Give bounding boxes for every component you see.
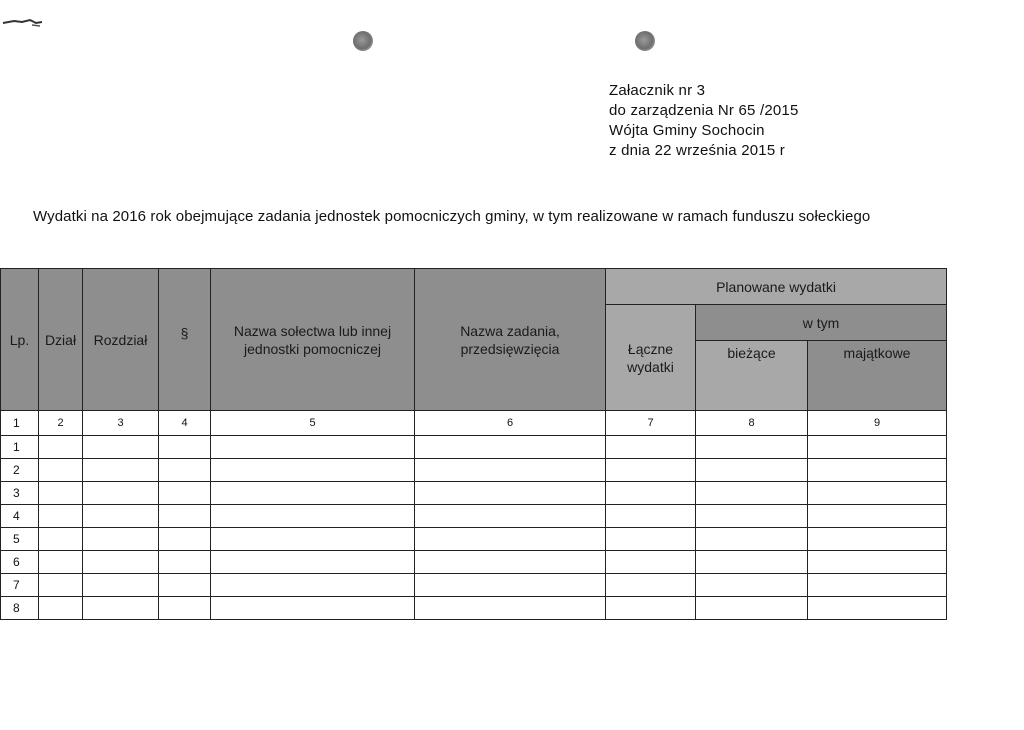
- column-number: 7: [606, 411, 696, 436]
- cell-rozdzial: [83, 551, 159, 574]
- row-number: 3: [1, 482, 39, 505]
- cell-nazwa-solectwa: [211, 528, 415, 551]
- cell-laczne: [606, 551, 696, 574]
- annex-line-2: do zarządzenia Nr 65 /2015: [609, 102, 799, 119]
- header-planowane-wydatki: Planowane wydatki: [606, 269, 947, 305]
- cell-majatkowe: [808, 436, 947, 459]
- cell-majatkowe: [808, 551, 947, 574]
- header-nazwa-solectwa: Nazwa sołectwa lub innej jednostki pomocniczej: [211, 269, 415, 411]
- cell-biezace: [696, 528, 808, 551]
- cell-nazwa-zadania: [415, 436, 606, 459]
- table-row: [1, 505, 947, 528]
- cell-rozdzial: [83, 482, 159, 505]
- header-biezace: bieżące: [696, 341, 808, 411]
- row-number: 8: [1, 597, 39, 620]
- cell-nazwa-solectwa: [211, 597, 415, 620]
- cell-dzial: [39, 459, 83, 482]
- cell-dzial: [39, 436, 83, 459]
- cell-paragraph: [159, 459, 211, 482]
- cell-laczne: [606, 459, 696, 482]
- cell-dzial: [39, 505, 83, 528]
- cell-nazwa-zadania: [415, 597, 606, 620]
- annex-line-3: Wójta Gminy Sochocin: [609, 122, 765, 139]
- cell-rozdzial: [83, 597, 159, 620]
- row-number: 2: [1, 459, 39, 482]
- table-row: [1, 436, 947, 459]
- table-row: [1, 597, 947, 620]
- cell-biezace: [696, 574, 808, 597]
- cell-majatkowe: [808, 597, 947, 620]
- cell-paragraph: [159, 505, 211, 528]
- column-number: 9: [808, 411, 947, 436]
- cell-nazwa-zadania: [415, 482, 606, 505]
- cell-dzial: [39, 482, 83, 505]
- cell-majatkowe: [808, 505, 947, 528]
- cell-laczne: [606, 482, 696, 505]
- column-number: 3: [83, 411, 159, 436]
- scan-mark: [2, 14, 50, 28]
- annex-line-4: z dnia 22 września 2015 r: [609, 142, 785, 159]
- cell-biezace: [696, 505, 808, 528]
- row-number: 7: [1, 574, 39, 597]
- cell-dzial: [39, 597, 83, 620]
- cell-rozdzial: [83, 436, 159, 459]
- column-number: 8: [696, 411, 808, 436]
- cell-biezace: [696, 597, 808, 620]
- table-row: [1, 482, 947, 505]
- cell-rozdzial: [83, 574, 159, 597]
- punch-hole-right: [635, 31, 655, 51]
- cell-nazwa-zadania: [415, 528, 606, 551]
- cell-laczne: [606, 574, 696, 597]
- column-number: 1: [1, 411, 39, 436]
- cell-nazwa-solectwa: [211, 574, 415, 597]
- document-title: Wydatki na 2016 rok obejmujące zadania jednostek pomocniczych gminy, w tym realizowane w ramach funduszu sołeckiego: [33, 208, 871, 225]
- cell-nazwa-solectwa: [211, 459, 415, 482]
- cell-majatkowe: [808, 574, 947, 597]
- cell-laczne: [606, 597, 696, 620]
- row-number: 6: [1, 551, 39, 574]
- expenditure-table: [0, 268, 947, 620]
- annex-block: [609, 81, 799, 161]
- cell-biezace: [696, 551, 808, 574]
- cell-dzial: [39, 551, 83, 574]
- cell-nazwa-zadania: [415, 459, 606, 482]
- row-number: 4: [1, 505, 39, 528]
- header-lp: Lp.: [1, 269, 39, 411]
- cell-nazwa-solectwa: [211, 505, 415, 528]
- cell-biezace: [696, 436, 808, 459]
- cell-dzial: [39, 574, 83, 597]
- table-row: [1, 459, 947, 482]
- table-row: [1, 574, 947, 597]
- cell-paragraph: [159, 597, 211, 620]
- cell-nazwa-solectwa: [211, 551, 415, 574]
- header-rozdzial: Rozdział: [83, 269, 159, 411]
- cell-laczne: [606, 505, 696, 528]
- cell-biezace: [696, 459, 808, 482]
- cell-rozdzial: [83, 505, 159, 528]
- cell-nazwa-solectwa: [211, 436, 415, 459]
- cell-nazwa-zadania: [415, 551, 606, 574]
- cell-paragraph: [159, 574, 211, 597]
- cell-laczne: [606, 436, 696, 459]
- header-nazwa-zadania: Nazwa zadania, przedsięwzięcia: [415, 269, 606, 411]
- header-w-tym: w tym: [696, 305, 947, 341]
- row-number: 5: [1, 528, 39, 551]
- column-number-row: [1, 411, 947, 436]
- cell-nazwa-zadania: [415, 574, 606, 597]
- punch-hole-left: [353, 31, 373, 51]
- cell-majatkowe: [808, 528, 947, 551]
- column-number: 4: [159, 411, 211, 436]
- header-dzial: Dział: [39, 269, 83, 411]
- header-majatkowe: majątkowe: [808, 341, 947, 411]
- column-number: 2: [39, 411, 83, 436]
- cell-dzial: [39, 528, 83, 551]
- cell-biezace: [696, 482, 808, 505]
- cell-paragraph: [159, 528, 211, 551]
- cell-laczne: [606, 528, 696, 551]
- cell-rozdzial: [83, 459, 159, 482]
- cell-nazwa-solectwa: [211, 482, 415, 505]
- cell-majatkowe: [808, 482, 947, 505]
- header-laczne-wydatki: Łączne wydatki: [606, 305, 696, 411]
- row-number: 1: [1, 436, 39, 459]
- cell-paragraph: [159, 482, 211, 505]
- column-number: 6: [415, 411, 606, 436]
- header-paragraph: §: [159, 269, 211, 411]
- table-row: [1, 551, 947, 574]
- column-number: 5: [211, 411, 415, 436]
- cell-paragraph: [159, 551, 211, 574]
- cell-rozdzial: [83, 528, 159, 551]
- annex-line-1: Załacznik nr 3: [609, 82, 706, 99]
- cell-majatkowe: [808, 459, 947, 482]
- table-row: [1, 528, 947, 551]
- cell-paragraph: [159, 436, 211, 459]
- cell-nazwa-zadania: [415, 505, 606, 528]
